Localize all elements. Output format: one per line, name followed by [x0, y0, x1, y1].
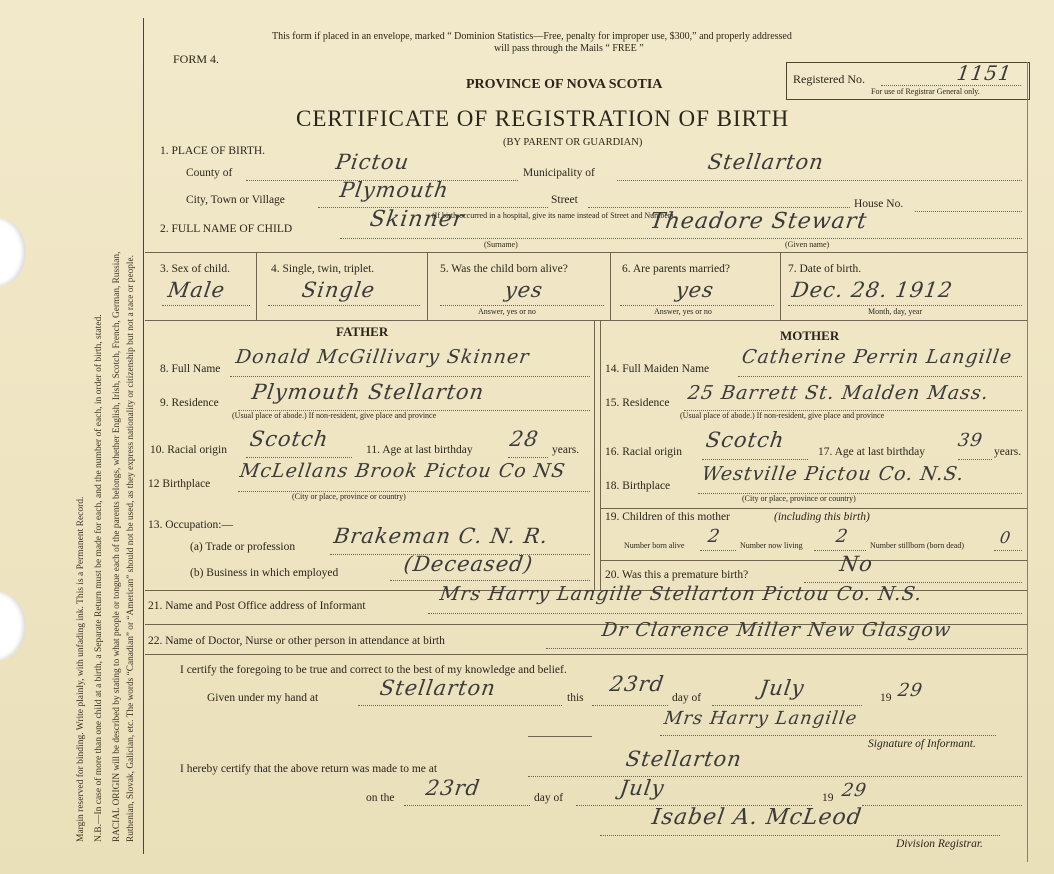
trade-value: Brakeman C. N. R.: [332, 524, 551, 548]
father-birthplace-caption: (City or place, province or country): [292, 492, 406, 501]
municipality-value: Stellarton: [706, 150, 826, 174]
doctor-label: 22. Name of Doctor, Nurse or other person in attendance at birth: [148, 635, 445, 647]
child-given-name-value: Theadore Stewart: [648, 209, 869, 234]
certificate-subtitle: (BY PARENT OR GUARDIAN): [503, 137, 643, 148]
city-value: Plymouth: [338, 178, 451, 202]
father-racial-label: 10. Racial origin: [150, 444, 227, 456]
binding-hole-top: [0, 218, 26, 286]
parents-married-label: 6. Are parents married?: [622, 263, 730, 275]
given-year-value: 29: [896, 680, 925, 701]
born-alive-caption: Answer, yes or no: [478, 307, 536, 316]
informant-label: 21. Name and Post Office address of Informant: [148, 600, 366, 612]
mother-heading: MOTHER: [780, 328, 840, 343]
born-alive-value: yes: [503, 278, 545, 302]
registered-label: Registered No.: [793, 72, 865, 86]
birth-date-label: 7. Date of birth.: [788, 263, 862, 275]
child-surname-value: Skinner: [368, 207, 467, 232]
given-name-caption: (Given name): [785, 240, 830, 249]
father-residence-value: Plymouth Stellarton: [250, 380, 486, 404]
margin-note-3: RACIAL ORIGIN will be described by stating to what people or tongue each of the parents belongs, whether English, Irish, Scotch, French, German, Russian,: [112, 251, 122, 842]
certificate-title: CERTIFICATE OF REGISTRATION OF BIRTH: [296, 106, 790, 131]
return-year-prefix: 19: [822, 792, 834, 804]
now-living-value: 2: [834, 526, 850, 547]
city-label: City, Town or Village: [186, 194, 285, 206]
father-name-label: 8. Full Name: [160, 363, 221, 375]
father-racial-value: Scotch: [248, 427, 331, 451]
house-number-label: House No.: [854, 198, 904, 210]
given-day-of-label: day of: [672, 692, 702, 704]
street-label: Street: [551, 194, 578, 206]
margin-note-2: N.B.—In case of more than one child at a birth, a Separate Return must be made for each, and the number of each, in order of birth, stated.: [94, 314, 104, 842]
business-label: (b) Business in which employed: [190, 567, 339, 579]
plurality-label: 4. Single, twin, triplet.: [271, 263, 375, 275]
mother-name-value: Catherine Perrin Langille: [740, 346, 1014, 368]
informant-value: Mrs Harry Langille Stellarton Pictou Co. N.S.: [438, 583, 924, 605]
registered-number-value: 1151: [955, 61, 1014, 85]
margin-note-1: Margin reserved for binding. Write plainly, with unfading ink. This is a Permanent Record.: [76, 496, 86, 842]
father-heading: FATHER: [336, 324, 389, 339]
sex-value: Male: [166, 278, 227, 302]
mother-age-value: 39: [956, 430, 985, 451]
father-birthplace-value: McLellans Brook Pictou Co NS: [238, 460, 567, 482]
now-living-label: Number now living: [740, 541, 803, 550]
mother-age-unit: years.: [994, 446, 1022, 458]
parents-married-caption: Answer, yes or no: [654, 307, 712, 316]
plurality-value: Single: [300, 278, 377, 302]
grid-line: [145, 320, 1027, 321]
registrar-caption: Division Registrar.: [896, 838, 983, 850]
stillborn-value: 0: [998, 528, 1013, 547]
given-month-value: July: [758, 676, 807, 700]
county-value: Pictou: [334, 150, 411, 174]
doctor-value: Dr Clarence Miller New Glasgow: [600, 619, 953, 641]
county-label: County of: [186, 167, 233, 179]
this-label: this: [567, 692, 584, 704]
given-day-value: 23rd: [608, 672, 666, 696]
surname-caption: (Surname): [484, 240, 518, 249]
place-of-birth-label: 1. PLACE OF BIRTH.: [160, 145, 266, 157]
given-place-value: Stellarton: [378, 676, 498, 700]
children-label: 19. Children of this mother: [605, 511, 730, 523]
given-under-label: Given under my hand at: [207, 692, 319, 704]
born-alive-count-value: 2: [706, 526, 722, 547]
birth-date-caption: Month, day, year: [868, 307, 923, 316]
binding-hole-bottom: [0, 592, 26, 660]
father-birthplace-label: 12 Birthplace: [148, 478, 211, 490]
mail-notice-line1: This form if placed in an envelope, marked “ Dominion Statistics—Free, penalty for improper use, $300,” and properly addressed: [272, 31, 792, 42]
born-alive-count-label: Number born alive: [624, 541, 685, 550]
mother-residence-caption: (Usual place of abode.) If non-resident, give place and province: [680, 411, 885, 420]
return-day-of-label: day of: [534, 792, 564, 804]
mother-racial-value: Scotch: [704, 428, 787, 452]
occupation-label: 13. Occupation:—: [148, 519, 233, 531]
certify-text: I certify the foregoing to be true and correct to the best of my knowledge and belief.: [180, 664, 567, 676]
registrar-signature: Isabel A. McLeod: [650, 805, 864, 830]
return-month-value: July: [618, 776, 667, 800]
return-day-value: 23rd: [424, 776, 482, 800]
mother-birthplace-caption: (City or place, province or country): [742, 494, 856, 503]
mother-racial-label: 16. Racial origin: [605, 446, 682, 458]
sex-label: 3. Sex of child.: [160, 263, 230, 275]
child-name-label: 2. FULL NAME OF CHILD: [160, 223, 293, 235]
father-age-label: 11. Age at last birthday: [366, 444, 473, 456]
father-residence-label: 9. Residence: [160, 397, 219, 409]
mother-residence-label: 15. Residence: [605, 397, 670, 409]
mother-age-label: 17. Age at last birthday: [818, 446, 925, 458]
mail-notice-line2: will pass through the Mails “ FREE ”: [494, 43, 644, 54]
return-place-value: Stellarton: [624, 747, 744, 771]
mother-birthplace-label: 18. Birthplace: [605, 480, 671, 492]
registrar-use-note: For use of Registrar General only.: [871, 87, 980, 96]
informant-signature: Mrs Harry Langille: [662, 708, 859, 729]
father-age-value: 28: [508, 427, 541, 451]
informant-signature-caption: Signature of Informant.: [868, 738, 976, 750]
premature-label: 20. Was this a premature birth?: [605, 569, 749, 581]
municipality-label: Municipality of: [523, 167, 595, 179]
grid-line: [145, 252, 1027, 253]
premature-value: No: [838, 552, 875, 576]
form-number: FORM 4.: [173, 52, 220, 66]
return-made-text: I hereby certify that the above return was made to me at: [180, 763, 438, 775]
return-year-value: 29: [840, 780, 869, 801]
hospital-note: (If birth occurred in a hospital, give its name instead of Street and Number): [432, 211, 674, 220]
margin-note-4: Ruthenian, Slovak, Galician, etc. The words “Canadian” or “American” should not be used, as they express nationality or citizenship but not a race or people.: [126, 255, 136, 842]
given-year-prefix: 19: [880, 692, 892, 704]
margin-rule: [143, 18, 144, 854]
province-heading: PROVINCE OF NOVA SCOTIA: [466, 77, 663, 92]
mother-birthplace-value: Westville Pictou Co. N.S.: [700, 463, 966, 485]
children-note: (including this birth): [774, 511, 870, 523]
registered-number-box: [786, 62, 1030, 100]
business-value: (Deceased): [402, 552, 535, 576]
mother-name-label: 14. Full Maiden Name: [605, 363, 710, 375]
born-alive-label: 5. Was the child born alive?: [440, 263, 568, 275]
father-age-unit: years.: [552, 444, 580, 456]
on-the-label: on the: [366, 792, 395, 804]
stillborn-label: Number stillborn (born dead): [870, 541, 964, 550]
mother-residence-value: 25 Barrett St. Malden Mass.: [686, 382, 991, 404]
birth-date-value: Dec. 28. 1912: [790, 278, 955, 302]
parents-married-value: yes: [674, 278, 716, 302]
father-name-value: Donald McGillivary Skinner: [234, 346, 531, 368]
trade-label: (a) Trade or profession: [190, 541, 296, 553]
father-residence-caption: (Usual place of abode.) If non-resident, give place and province: [232, 411, 437, 420]
